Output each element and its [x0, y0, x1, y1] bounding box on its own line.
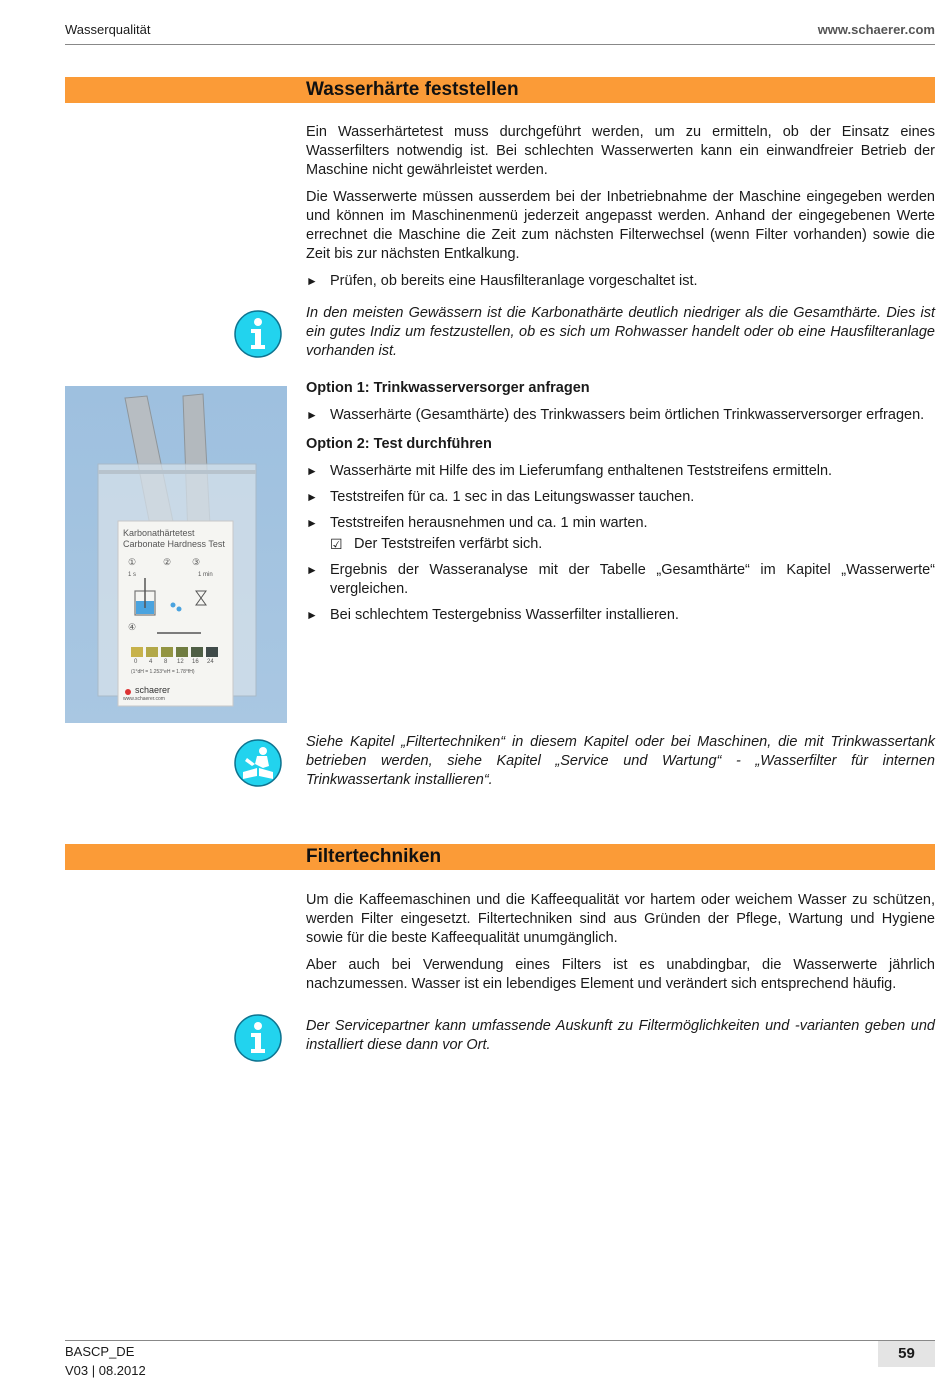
- result-item: [306, 535, 935, 554]
- instruction-item: [306, 606, 935, 625]
- instruction-text: Prüfen, ob bereits eine Hausfilteranlage vorgeschaltet ist.: [330, 273, 698, 289]
- step-4-label: ④: [128, 622, 137, 632]
- paragraph: Die Wasserwerte müssen ausserdem bei der Inbetriebnahme der Maschine eingegeben werden und können im Maschinenmenü jederzeit angepasst werden. Anhand der eingegebenen Werte errechnet die Maschine die Zeit zum nächsten Filterwechsel (wenn Filter vorhanden) sowie die Zeit bis zur nächsten Entkalkung.: [306, 189, 935, 262]
- test-kit-photo: [65, 386, 287, 723]
- instruction-text: Wasserhärte mit Hilfe des im Lieferumfang enthaltenen Teststreifens ermitteln.: [330, 463, 833, 479]
- card-url: www.schaerer.com: [123, 696, 165, 702]
- instruction-item: [306, 488, 935, 507]
- arrow-icon: ►: [306, 490, 318, 504]
- section1-body: [306, 123, 935, 298]
- header-website[interactable]: www.schaerer.com: [817, 22, 935, 37]
- instruction-item: [306, 272, 935, 291]
- card-title-en: Carbonate Hardness Test: [123, 539, 225, 549]
- instruction-text: Wasserhärte (Gesamthärte) des Trinkwassers beim örtlichen Trinkwasserversorger erfragen.: [330, 407, 925, 423]
- header-chapter: Wasserqualität: [65, 22, 151, 37]
- options-block: [306, 379, 935, 632]
- option1-title: Option 1: Trinkwasserversorger anfragen: [306, 380, 590, 396]
- section-bar-filter-techniques: [65, 844, 935, 870]
- reference-note: Siehe Kapitel „Filtertechniken“ in diesem Kapitel oder bei Maschinen, die mit Trinkwassertank betrieben werden, siehe Kapitel „Service und Wartung“ - „Wasserfilter für internen Trinkwassertank installieren“.: [306, 734, 935, 788]
- instruction-text: Ergebnis der Wasseranalyse mit der Tabelle „Gesamthärte“ im Kapitel „Wasserwerte“ vergleichen.: [330, 562, 935, 597]
- card-title-de: Karbonathärtetest: [123, 528, 195, 538]
- instruction-item: [306, 514, 935, 533]
- step-1-label: ①: [128, 557, 137, 567]
- time-label-1min: 1 min: [198, 572, 213, 578]
- scale-label: 8: [164, 659, 168, 665]
- conversion-note: (1°dH = 1.253°eH = 1.78°fH): [131, 669, 195, 675]
- footer-doc-id: BASCP_DE: [65, 1344, 135, 1359]
- paragraph: Um die Kaffeemaschinen und die Kaffeequalität vor hartem oder weichem Wasser zu schützen, werden Filter eingesetzt. Filtertechniken sind aus Gründen der Pflege, Wartung und Hygiene sowie für die beste Kaffeequalität unumgänglich.: [306, 892, 935, 946]
- time-label-1s: 1 s: [128, 572, 137, 578]
- info-note-carbonate: In den meisten Gewässern ist die Karbonathärte deutlich niedriger als die Gesamthärte. Dies ist ein gutes Indiz um festzustellen, ob es sich um Rohwasser handelt oder ob eine Hausfilteranlage vorhanden ist.: [306, 305, 935, 359]
- instruction-item: [306, 561, 935, 599]
- section-bar-water-hardness: [65, 77, 935, 103]
- arrow-icon: ►: [306, 464, 318, 478]
- section-title-filter-techniques: Filtertechniken: [306, 846, 442, 867]
- arrow-icon: ►: [306, 274, 318, 288]
- arrow-icon: ►: [306, 563, 318, 577]
- info-icon: [233, 309, 283, 359]
- scale-label: 24: [207, 659, 214, 665]
- step-2-label: ②: [163, 557, 172, 567]
- scale-label: 16: [192, 659, 199, 665]
- header-divider: [65, 44, 935, 45]
- paragraph: Ein Wasserhärtetest muss durchgeführt werden, um zu ermitteln, ob der Einsatz eines Wasserfilters notwendig ist. Bei schlechten Wasserwerten kann ein einwandfreier Betrieb der Maschine nicht gewährleistet werden.: [306, 124, 935, 178]
- instruction-text: Teststreifen herausnehmen und ca. 1 min warten.: [330, 515, 648, 531]
- footer-version: V03 | 08.2012: [65, 1363, 146, 1378]
- manual-reference-icon: [233, 738, 283, 788]
- arrow-icon: ►: [306, 408, 318, 422]
- card-brand: schaerer: [135, 685, 171, 695]
- scale-label: 4: [149, 659, 153, 665]
- step-3-label: ③: [192, 557, 201, 567]
- instruction-text: Bei schlechtem Testergebniss Wasserfilter installieren.: [330, 607, 679, 623]
- checkbox-result-icon: ☑: [330, 536, 343, 552]
- option2-title: Option 2: Test durchführen: [306, 436, 492, 452]
- instruction-text: Teststreifen für ca. 1 sec in das Leitungswasser tauchen.: [330, 489, 695, 505]
- instruction-item: [306, 462, 935, 481]
- arrow-icon: ►: [306, 516, 318, 530]
- scale-label: 0: [134, 659, 138, 665]
- instruction-item: [306, 406, 935, 425]
- section-title-water-hardness: Wasserhärte feststellen: [306, 79, 519, 100]
- info-icon: [233, 1013, 283, 1063]
- scale-label: 12: [177, 659, 184, 665]
- result-text: Der Teststreifen verfärbt sich.: [354, 536, 543, 552]
- info-note-service-partner: Der Servicepartner kann umfassende Auskunft zu Filtermöglichkeiten und -varianten geben und installiert diese dann vor Ort.: [306, 1018, 935, 1053]
- section2-body: [306, 891, 935, 1002]
- arrow-icon: ►: [306, 608, 318, 622]
- page-number: 59: [878, 1341, 935, 1367]
- footer-divider: [65, 1340, 935, 1341]
- paragraph: Aber auch bei Verwendung eines Filters ist es unabdingbar, die Wasserwerte jährlich nachzumessen. Wasser ist ein lebendiges Element und verändert sich entsprechend häufig.: [306, 957, 935, 992]
- card-title: [123, 528, 225, 550]
